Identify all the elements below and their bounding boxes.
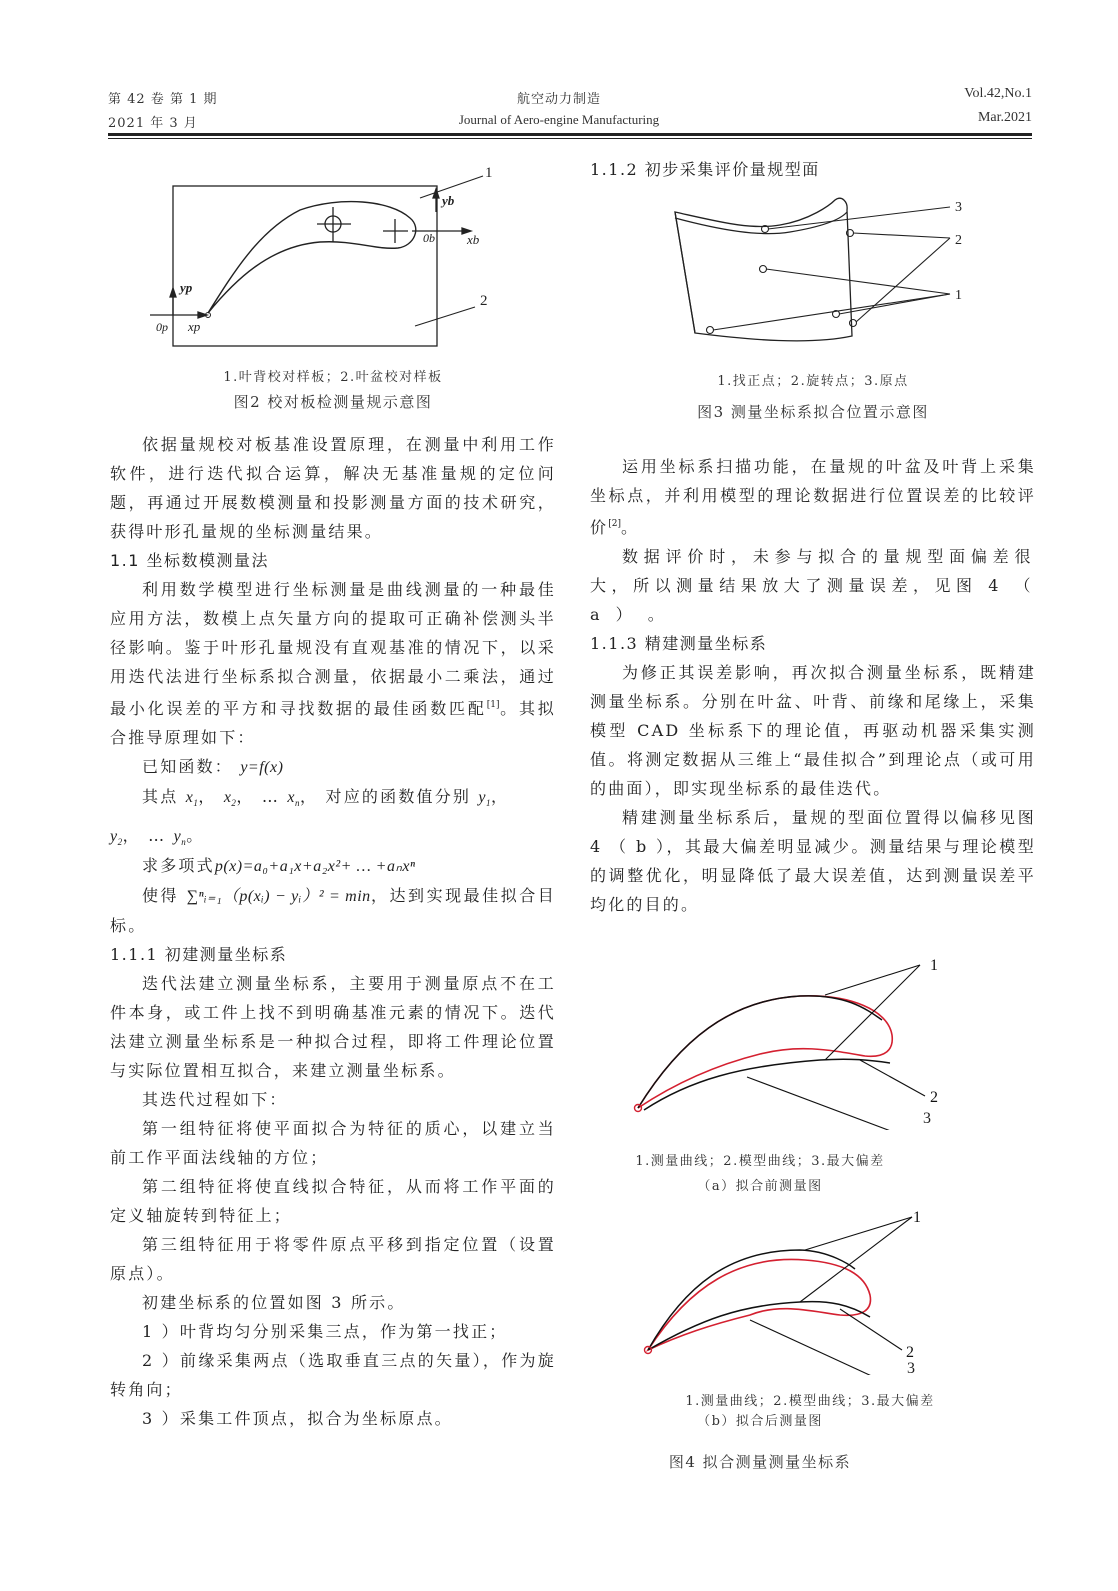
- polynomial-label: 求多项式: [142, 856, 215, 875]
- header-rule-thin: [108, 138, 1032, 139]
- figure-4b-diagram: [630, 1205, 950, 1375]
- axis-yb-label: yb: [442, 193, 455, 208]
- paragraph-process-intro: 其迭代过程如下：: [142, 1090, 288, 1109]
- known-function-line: [110, 752, 556, 782]
- paragraph-scan-tail: 。: [620, 518, 640, 537]
- section-heading-1-1: 1.1 坐标数模测量法: [110, 551, 270, 570]
- figure-2-diagram: [140, 160, 540, 360]
- figure-4b-callout-3: 3: [907, 1360, 915, 1377]
- figure-4b-subtitle: （b）拟合后测量图: [697, 1414, 823, 1429]
- figure-2-legend: 1.叶背校对样板；2.叶盆校对样板: [223, 370, 443, 385]
- figure-4-title: 图4 拟合测量测量坐标系: [668, 1453, 852, 1471]
- model-curve: [648, 1259, 870, 1350]
- header-journal-cn: 航空动力制造: [516, 92, 601, 107]
- blade-profile: [208, 202, 416, 313]
- polynomial-expr: p(x)=a₀+a₁x+a₂x²+ … +aₙxⁿ: [214, 858, 416, 875]
- blade-surface-outline: [675, 198, 852, 341]
- axis-ob-label: 0b: [423, 231, 435, 245]
- points-line-label: 其点: [142, 787, 179, 806]
- paragraph-evaluation: 数据评价时，未参与拟合的量规型面偏差很大，所以测量结果放大了测量误差，见图 4 （ a ） 。: [590, 547, 1036, 624]
- figure-4b-legend: 1.测量曲线；2.模型曲线；3.最大偏差: [685, 1394, 935, 1409]
- paragraph-digital-model-text: 利用数学模型进行坐标测量是曲线测量的一种最佳应用方法，数模上点矢量方向的提取可正确补偿测头半径影响。鉴于叶形孔量规没有直观基准的情况下，以采用迭代法进行坐标系拟合测量，依据最小二乘法，通过最小化误差的平方和寻找数据的最佳函数匹配: [110, 580, 556, 718]
- header-journal-en: Journal of Aero-engine Manufacturing: [458, 112, 660, 127]
- paragraph-digital-model-tail: 。其拟合推导原理如下：: [110, 699, 556, 747]
- section-heading-1-1-2: 1.1.2 初步采集评价量规型面: [590, 160, 820, 179]
- known-function-expr: y=f(x): [240, 759, 284, 776]
- figure-4a-callout-3: 3: [923, 1110, 931, 1127]
- paragraph-fig3-ref: 初建坐标系的位置如图 3 所示。: [142, 1293, 406, 1312]
- figure-3-legend: 1.找正点；2.旋转点；3.原点: [717, 374, 909, 389]
- callout-2-label: 2: [906, 1344, 914, 1361]
- figure-2-title: 图2 校对板检测量规示意图: [233, 393, 433, 411]
- callout-leaders: [747, 965, 925, 1130]
- header-date-cn: 2021 年 3 月: [108, 116, 198, 131]
- axis-yp-label: yp: [180, 280, 193, 295]
- axis-xb-label: xb: [467, 232, 480, 247]
- blade-left-edge: [675, 212, 695, 333]
- callout-2-label: 2: [955, 233, 962, 248]
- points-line-continued: $y_2$， … $y_n$。: [110, 826, 205, 848]
- paragraph-scan-text: 运用坐标系扫描功能，在量规的叶盆及叶背上采集坐标点，并利用模型的理论数据进行位置误差的比较评价: [590, 457, 1036, 537]
- measurement-points: [707, 226, 857, 334]
- minimization-label: 使得: [142, 886, 180, 905]
- callout-1-label: 1: [955, 288, 962, 303]
- paragraph-group-1: 第一组特征将使平面拟合为特征的质心，以建立当前工作平面法线轴的方位；: [110, 1119, 556, 1167]
- right-column-body: [590, 452, 1036, 919]
- figure-4a-diagram: [620, 950, 960, 1130]
- header-date-en: Mar.2021: [977, 110, 1032, 125]
- paragraph-scan: [590, 452, 1036, 542]
- callout-leaders: [750, 1217, 912, 1375]
- minimization-tail: ，达到实现最佳拟合目标。: [110, 886, 556, 935]
- axis-xp-label: xp: [188, 319, 201, 334]
- axis-op-label: 0p: [156, 320, 168, 334]
- callout-leader-2: [415, 307, 475, 326]
- paragraph-intro: 依据量规校对板基准设置原理，在测量中利用工作软件，进行迭代拟合运算，解决无基准量规的定位问题，再通过开展数模测量和投影测量方面的技术研究，获得叶形孔量规的坐标测量结果。: [110, 435, 556, 541]
- citation-1[interactable]: [1]: [486, 700, 500, 710]
- callout-2-label: 2: [480, 293, 488, 309]
- header-volume-en: Vol.42,No.1: [964, 86, 1032, 101]
- callout-1-label: 1: [913, 1209, 921, 1226]
- list-item-2: 2 ）前缘采集两点（选取垂直三点的矢量），作为旋转角向；: [110, 1351, 556, 1399]
- model-curve: [638, 996, 892, 1108]
- paragraph-refine: 为修正其误差影响，再次拟合测量坐标系，既精建测量坐标系。分别在叶盆、叶背、前缘和尾缘上，采集模型 CAD 坐标系下的理论值，再驱动机器采集实测值。将测定数据从三维上“最佳拟合”到理论点（或可用的曲面），即实现坐标系的最佳迭代。: [590, 663, 1036, 798]
- header-volume-issue: 第 42 卷 第 1 期: [108, 92, 218, 107]
- section-heading-1-1-3: 1.1.3 精建测量坐标系: [590, 634, 768, 653]
- minimization-expr: ∑ⁿᵢ₌₁（p(xᵢ) − yᵢ）² = min: [186, 888, 371, 905]
- figure-4a-subtitle: （a）拟合前测量图: [697, 1179, 823, 1194]
- axis-p: [150, 288, 207, 318]
- minimization-line: [110, 881, 556, 940]
- paragraph-group-3: 第三组特征用于将零件原点平移到指定位置（设置原点）。: [110, 1235, 556, 1283]
- callout-3-label: 3: [955, 200, 962, 215]
- left-column-body: [110, 430, 556, 1433]
- callout-2-label: 2: [930, 1089, 938, 1106]
- header-rule-thick: [108, 133, 1032, 136]
- right-column-heading: [590, 155, 1036, 184]
- points-line-values-label: 对应的函数值分别: [325, 787, 472, 806]
- crosshair-plus-icon: [383, 219, 408, 243]
- figure-4a-legend: 1.测量曲线；2.模型曲线；3.最大偏差: [635, 1154, 885, 1169]
- callout-1-label: 1: [930, 957, 938, 974]
- paragraph-group-2: 第二组特征将使直线拟合特征，从而将工作平面的定义轴旋转到特征上；: [110, 1177, 556, 1225]
- known-function-label: 已知函数：: [142, 757, 234, 776]
- citation-2[interactable]: [2]: [608, 519, 621, 529]
- paragraph-result: 精建测量坐标系后，量规的型面位置得以偏移见图 4 （ b ），其最大偏差明显减少。测量结果与理论模型的调整优化，明显降低了最大误差值，达到测量误差平均化的目的。: [590, 808, 1036, 914]
- paragraph-digital-model: [110, 575, 556, 752]
- section-heading-1-1-1: 1.1.1 初建测量坐标系: [110, 945, 288, 964]
- list-item-1: 1 ）叶背均匀分别采集三点，作为第一找正；: [142, 1322, 508, 1341]
- crosshair-circle-icon: [317, 207, 351, 242]
- points-line: 其点 $x_1$， $x_2$， … $x_n$， 对应的函数值分别 $y_1$，: [142, 787, 510, 809]
- figure-3-diagram: [660, 190, 980, 350]
- callout-1-label: 1: [485, 165, 493, 181]
- polynomial-line: [110, 851, 556, 881]
- figure-3-title: 图3 测量坐标系拟合位置示意图: [697, 403, 929, 421]
- list-item-3: 3 ）采集工件顶点，拟合为坐标原点。: [142, 1409, 453, 1428]
- paragraph-iteration: 迭代法建立测量坐标系，主要用于测量原点不在工件本身，或工件上找不到明确基准元素的情况下。迭代法建立测量坐标系是一种拟合过程，即将工件理论位置与实际位置相互拟合，来建立测量坐标系。: [110, 974, 556, 1080]
